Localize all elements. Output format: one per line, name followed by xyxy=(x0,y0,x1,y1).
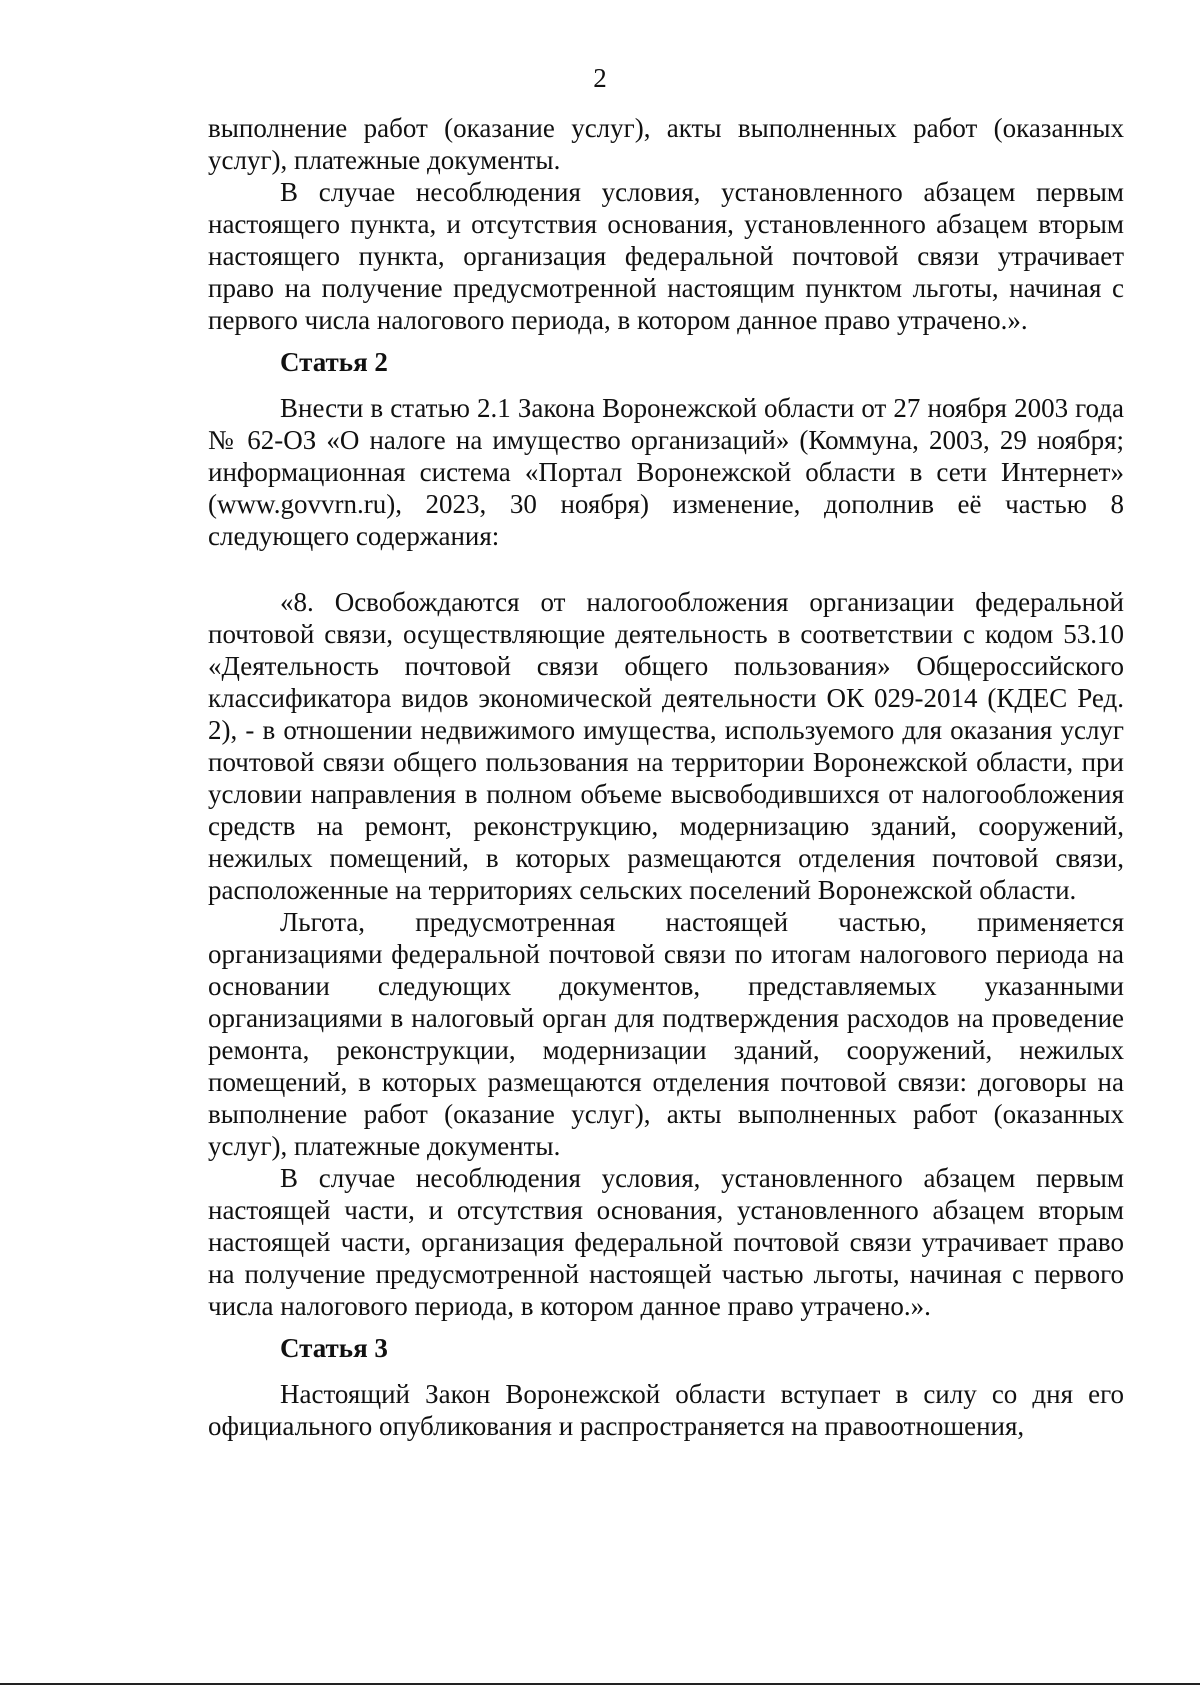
document-body xyxy=(208,112,1124,1442)
part-8-text: «8. Освобождаются от налогообложения организации федеральной почтовой связи, осуществляющие деятельность в соответствии с кодом 53.10 «Деятельность почтовой связи общего пользования» Общероссийского классификатора видов экономической деятельности ОК 029-2014 (КДЕС Ред. 2), - в отношении недвижимого имущества, используемого для оказания услуг почтовой связи общего пользования на территории Воронежской области, при условии направления в полном объеме высвободившихся от налогообложения средств на ремонт, реконструкцию, модернизацию зданий, сооружений, нежилых помещений, в которых размещаются отделения почтовой связи, расположенные на территориях сельских поселений Воронежской области. xyxy=(208,587,1124,905)
article-2-heading: Статья 2 xyxy=(280,347,388,377)
article-3-text: Настоящий Закон Воронежской области вступает в силу со дня его официального опубликования и распространяется на правоотношения, xyxy=(208,1379,1124,1441)
paragraph-noncompliance-clause: В случае несоблюдения условия, установленного абзацем первым настоящего пункта, и отсутствия основания, установленного абзацем вторым настоящего пункта, организация федеральной почтовой связи утрачивает право на получение предусмотренной настоящим пунктом льготы, начиная с первого числа налогового периода, в котором данное право утрачено.». xyxy=(208,177,1124,335)
page-number: 2 xyxy=(593,63,607,93)
paragraph-continued: выполнение работ (оказание услуг), акты выполненных работ (оказанных услуг), платежные документы. xyxy=(208,113,1124,175)
page-bottom-edge xyxy=(0,1683,1200,1685)
article-3-heading: Статья 3 xyxy=(280,1333,388,1363)
spacer xyxy=(208,552,1124,586)
part-8-benefit-paragraph: Льгота, предусмотренная настоящей частью, применяется организациями федеральной почтовой связи по итогам налогового периода на основании следующих документов, представляемых указанными организациями в налоговый орган для подтверждения расходов на проведение ремонта, реконструкции, модернизации зданий, сооружений, нежилых помещений, в которых размещаются отделения почтовой связи: договоры на выполнение работ (оказание услуг), акты выполненных работ (оказанных услуг), платежные документы. xyxy=(208,907,1124,1161)
part-8-noncompliance-paragraph: В случае несоблюдения условия, установленного абзацем первым настоящей части, и отсутствия основания, установленного абзацем вторым настоящей части, организация федеральной почтовой связи утрачивает право на получение предусмотренной настоящей частью льготы, начиная с первого числа налогового периода, в котором данное право утрачено.». xyxy=(208,1163,1124,1321)
article-2-text: Внести в статью 2.1 Закона Воронежской области от 27 ноября 2003 года № 62-ОЗ «О налоге на имущество организаций» (Коммуна, 2003, 29 ноября; информационная система «Портал Воронежской области в сети Интернет» (www.govvrn.ru), 2023, 30 ноября) изменение, дополнив её частью 8 следующего содержания: xyxy=(208,393,1124,551)
